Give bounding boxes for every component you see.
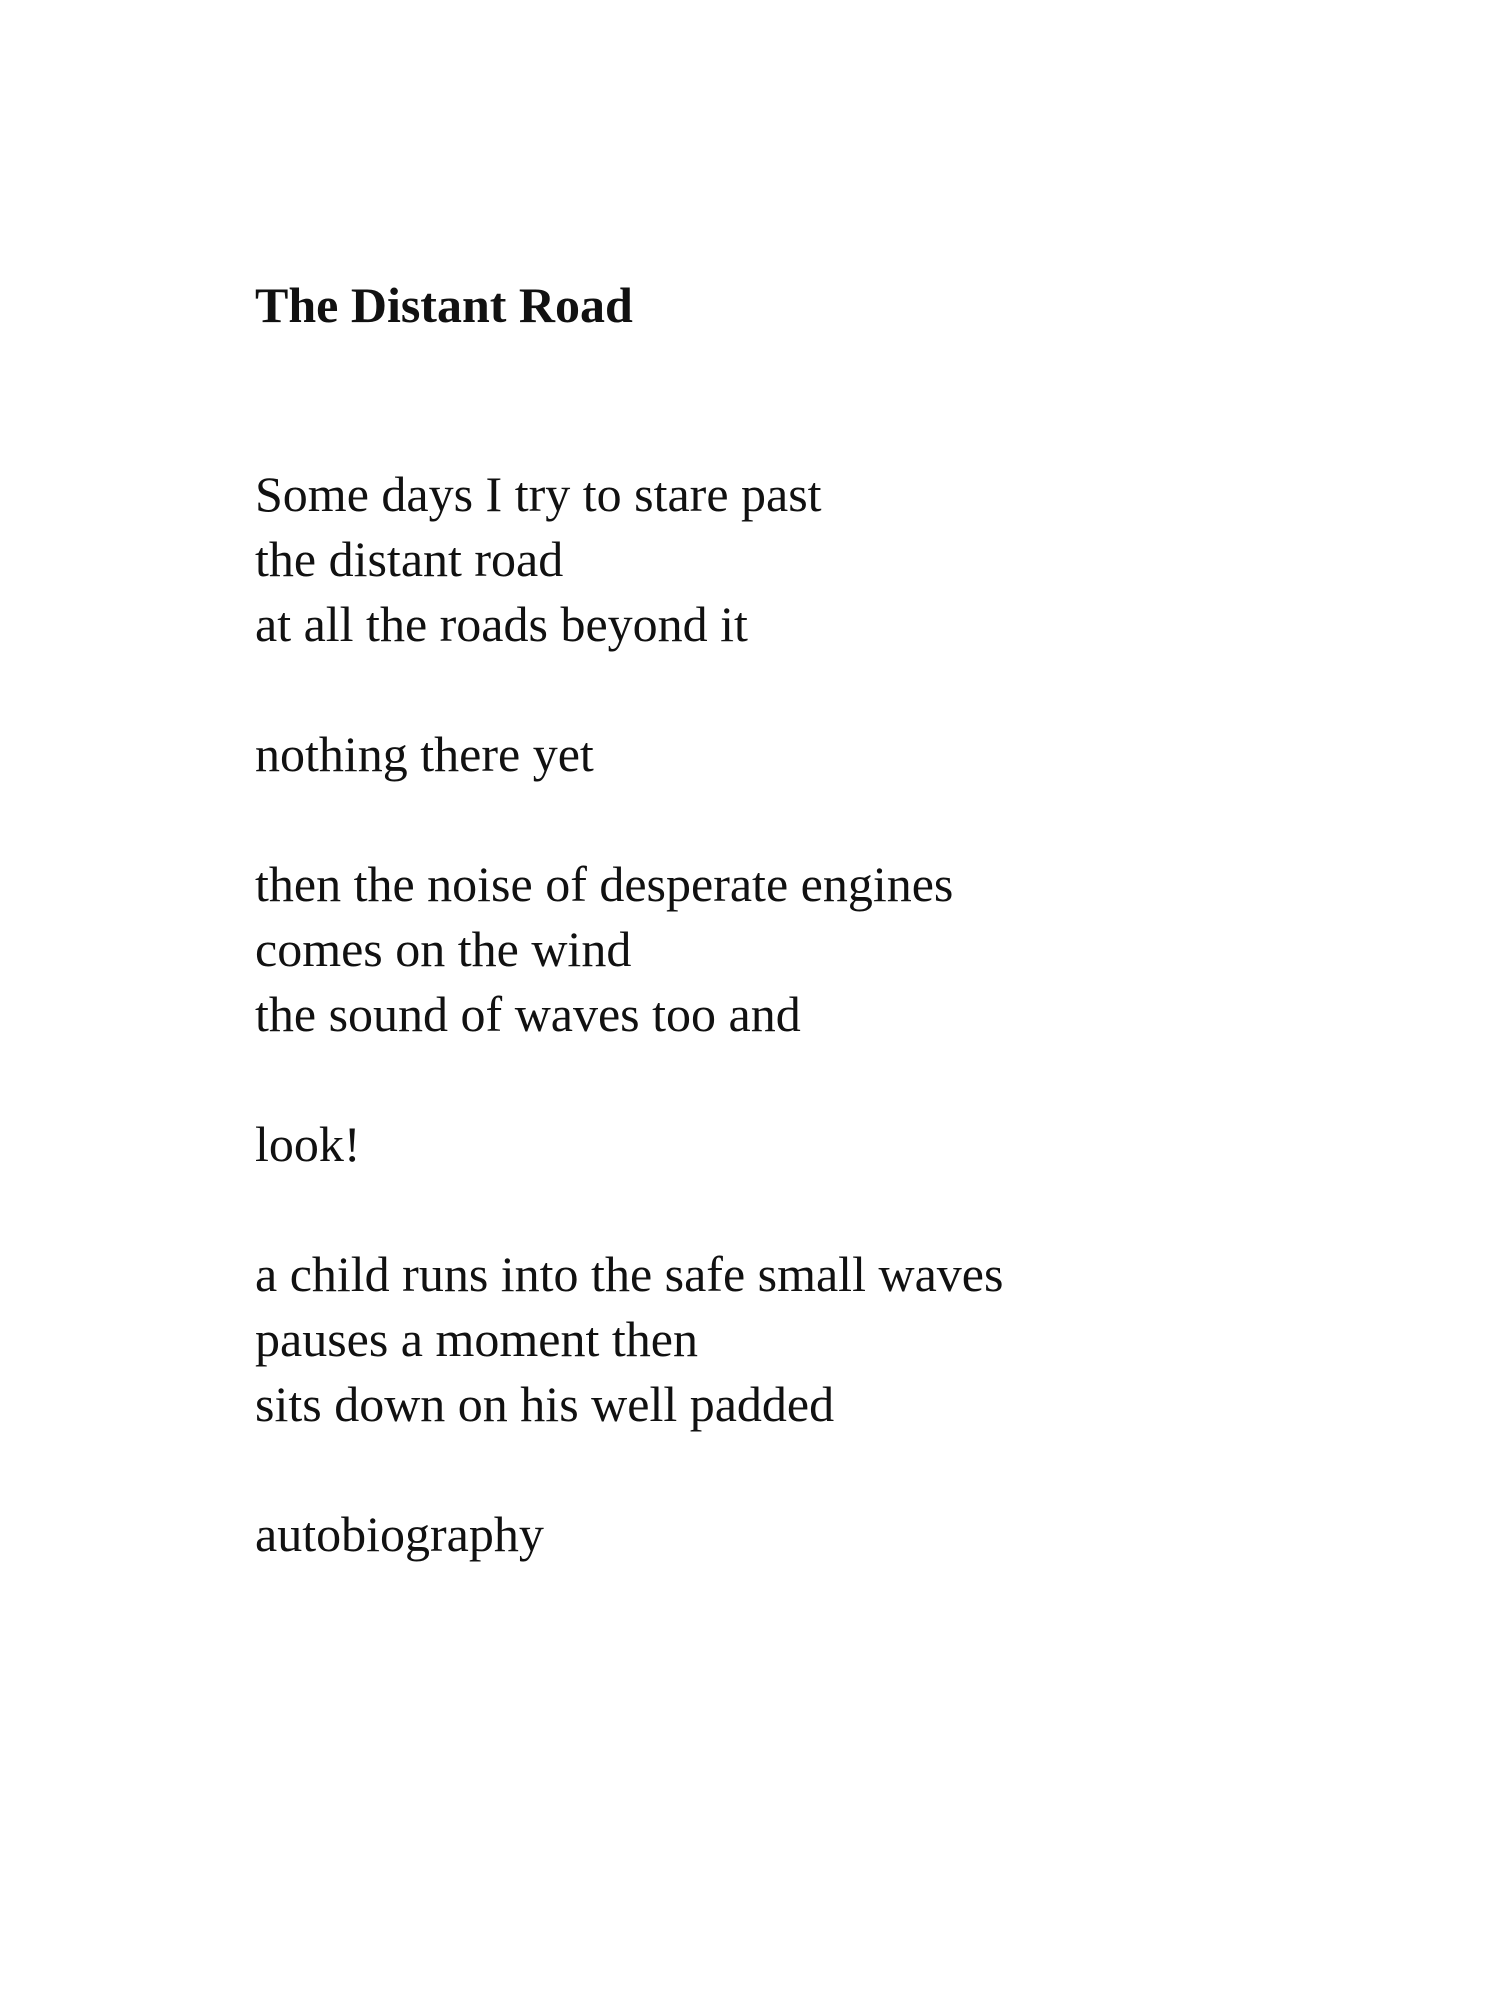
poem-body: [255, 462, 1003, 1632]
poem-line: the distant road: [255, 531, 564, 587]
poem-line: at all the roads beyond it: [255, 596, 748, 652]
poem-line: look!: [255, 1116, 361, 1172]
poem-line: nothing there yet: [255, 726, 594, 782]
poem-title: The Distant Road: [255, 277, 633, 333]
poem-line: pauses a moment then: [255, 1311, 698, 1367]
poem-line: Some days I try to stare past: [255, 466, 822, 522]
poem-line: autobiography: [255, 1506, 544, 1562]
poem-line: sits down on his well padded: [255, 1376, 835, 1432]
poem-line: comes on the wind: [255, 921, 632, 977]
stanza: [255, 1112, 1003, 1177]
stanza: [255, 852, 1003, 1047]
stanza: [255, 1502, 1003, 1567]
poem-line: a child runs into the safe small waves: [255, 1246, 1004, 1302]
poem-line: the sound of waves too and: [255, 986, 801, 1042]
stanza: [255, 462, 1003, 657]
stanza: [255, 722, 1003, 787]
poem-line: then the noise of desperate engines: [255, 856, 954, 912]
stanza: [255, 1242, 1003, 1437]
